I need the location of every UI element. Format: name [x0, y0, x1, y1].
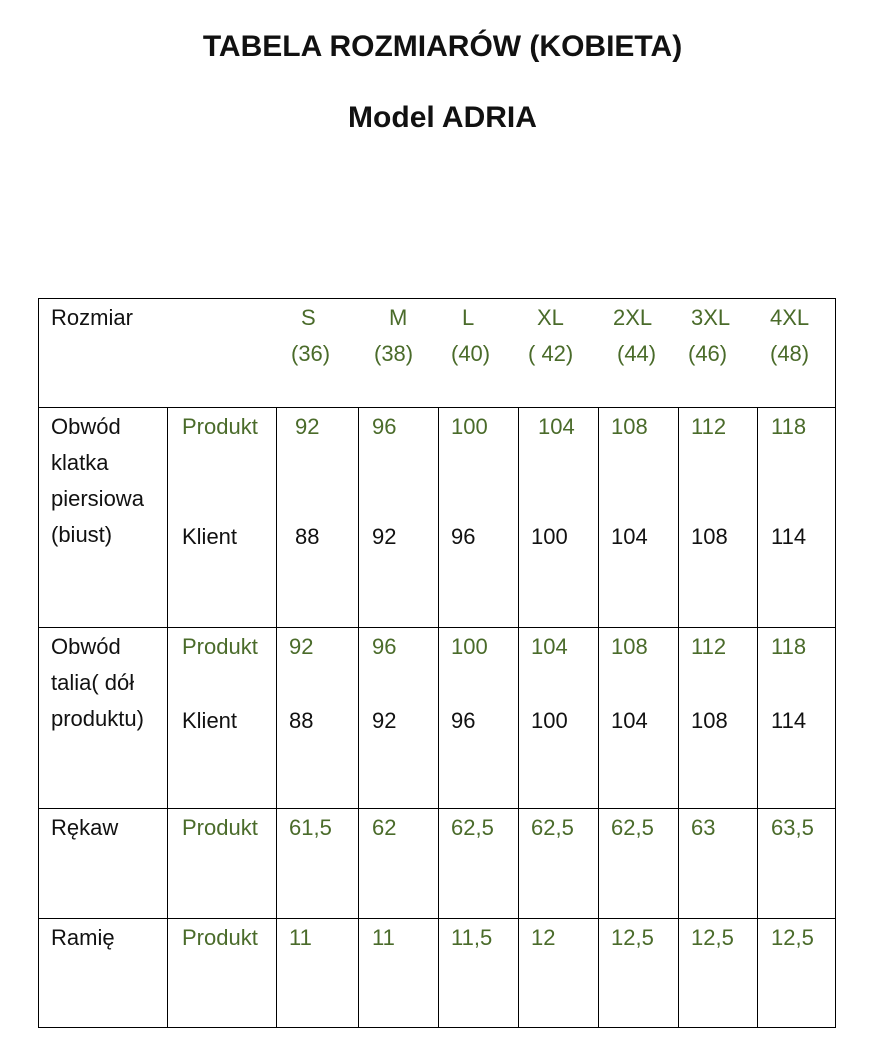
- table-vline: [276, 407, 277, 1027]
- size-eu-label: (36): [291, 341, 331, 366]
- product-value: 92: [295, 414, 320, 439]
- table-hline: [38, 627, 836, 628]
- client-value: 88: [295, 524, 320, 549]
- product-value: 61,5: [289, 815, 332, 840]
- product-value: 12,5: [691, 925, 734, 950]
- table-vline: [167, 407, 168, 1027]
- size-eu-label: (48): [770, 341, 810, 366]
- product-label: Produkt: [182, 634, 258, 659]
- size-eu-label: (44): [617, 341, 657, 366]
- table-hline: [38, 918, 836, 919]
- client-value: 114: [771, 524, 807, 549]
- size-eu-label: (46): [688, 341, 728, 366]
- product-value: 108: [611, 414, 648, 439]
- product-value: 104: [531, 634, 568, 659]
- size-eu-label: (38): [374, 341, 414, 366]
- product-value: 11: [289, 925, 312, 950]
- product-value: 112: [691, 414, 727, 439]
- size-label: 3XL: [691, 305, 731, 330]
- model-name: Model ADRIA: [348, 101, 537, 134]
- product-value: 104: [538, 414, 575, 439]
- row-label: Ramię: [51, 925, 115, 950]
- client-value: 96: [451, 708, 476, 733]
- product-label: Produkt: [182, 414, 258, 439]
- product-value: 100: [451, 414, 488, 439]
- client-value: 92: [372, 524, 397, 549]
- product-value: 12: [531, 925, 556, 950]
- size-label: 4XL: [770, 305, 810, 330]
- size-label: M: [389, 305, 408, 330]
- product-value: 118: [771, 414, 807, 439]
- page-title: TABELA ROZMIARÓW (KOBIETA): [202, 30, 683, 63]
- product-value: 62,5: [611, 815, 654, 840]
- client-value: 100: [531, 524, 568, 549]
- client-label: Klient: [182, 708, 238, 733]
- client-value: 100: [531, 708, 568, 733]
- client-value: 108: [691, 524, 728, 549]
- client-value: 88: [289, 708, 314, 733]
- product-value: 11,5: [451, 925, 493, 950]
- row-label: Rękaw: [51, 815, 119, 840]
- product-value: 96: [372, 634, 397, 659]
- client-value: 114: [771, 708, 807, 733]
- size-label: L: [462, 305, 475, 330]
- table-vline: [835, 298, 836, 1027]
- product-label: Produkt: [182, 925, 258, 950]
- product-value: 63: [691, 815, 716, 840]
- client-label: Klient: [182, 524, 238, 549]
- size-label: S: [301, 305, 316, 330]
- product-value: 112: [691, 634, 727, 659]
- table-hline: [38, 407, 836, 408]
- table-vline: [38, 298, 39, 1027]
- table-vline: [438, 407, 439, 1027]
- table-vline: [678, 407, 679, 1027]
- product-value: 108: [611, 634, 648, 659]
- product-value: 62,5: [451, 815, 494, 840]
- product-value: 118: [771, 634, 807, 659]
- product-value: 96: [372, 414, 397, 439]
- table-vline: [358, 407, 359, 1027]
- table-vline: [598, 407, 599, 1027]
- table-hline: [38, 298, 836, 299]
- product-value: 100: [451, 634, 488, 659]
- client-value: 108: [691, 708, 728, 733]
- client-value: 92: [372, 708, 397, 733]
- product-value: 63,5: [771, 815, 814, 840]
- table-vline: [518, 407, 519, 1027]
- product-value: 11: [372, 925, 395, 950]
- product-value: 62,5: [531, 815, 574, 840]
- client-value: 104: [611, 708, 648, 733]
- product-label: Produkt: [182, 815, 258, 840]
- product-value: 62: [372, 815, 397, 840]
- row-label: Obwód talia( dół produktu): [51, 634, 144, 731]
- table-hline: [38, 1027, 836, 1028]
- size-label: 2XL: [613, 305, 653, 330]
- row-label: Obwód klatka piersiowa (biust): [51, 414, 144, 547]
- table-vline: [757, 407, 758, 1027]
- size-label: XL: [537, 305, 564, 330]
- table-hline: [38, 808, 836, 809]
- product-value: 12,5: [771, 925, 814, 950]
- product-value: 12,5: [611, 925, 654, 950]
- client-value: 104: [611, 524, 648, 549]
- size-eu-label: ( 42): [528, 341, 574, 366]
- client-value: 96: [451, 524, 476, 549]
- product-value: 92: [289, 634, 314, 659]
- header-label: Rozmiar: [51, 305, 133, 330]
- size-eu-label: (40): [451, 341, 491, 366]
